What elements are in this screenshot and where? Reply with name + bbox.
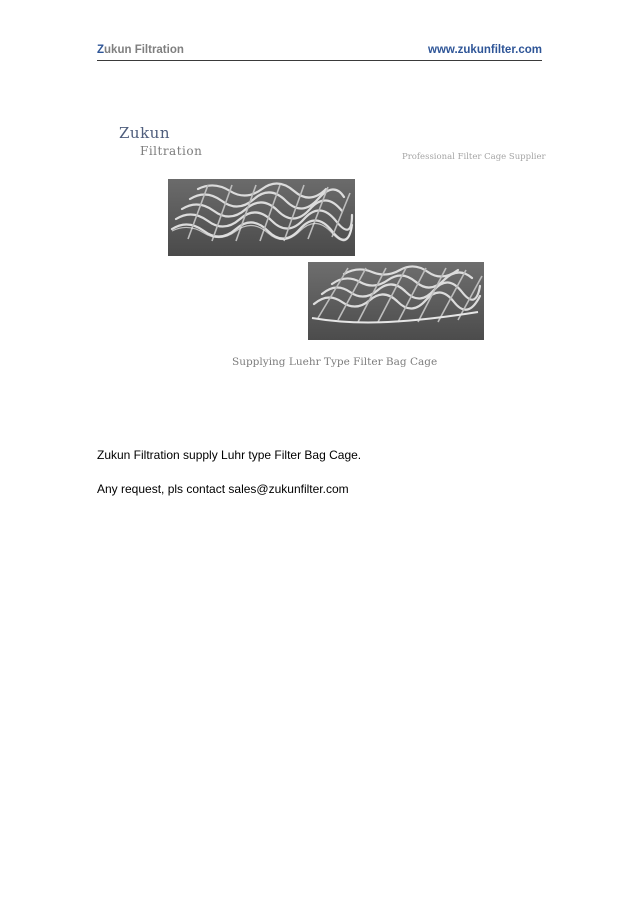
brand-initial: Z [97,44,105,56]
header-website-link[interactable]: www.zukunfilter.com [428,44,542,56]
filter-cage-photo-2 [308,262,484,340]
banner-tagline: Professional Filter Cage Supplier [402,152,546,162]
body-text-line-2: Any request, pls contact sales@zukunfilter.com [97,482,349,496]
logo-secondary: Filtration [140,144,203,158]
page-header [97,44,542,61]
header-brand [97,44,184,56]
brand-name-rest: ukun Filtration [104,44,184,56]
body-text-line-1: Zukun Filtration supply Luhr type Filter Bag Cage. [97,448,362,462]
logo-primary: Zukun [119,124,170,142]
filter-cage-photo-1 [168,179,355,256]
banner-caption: Supplying Luehr Type Filter Bag Cage [232,356,438,368]
